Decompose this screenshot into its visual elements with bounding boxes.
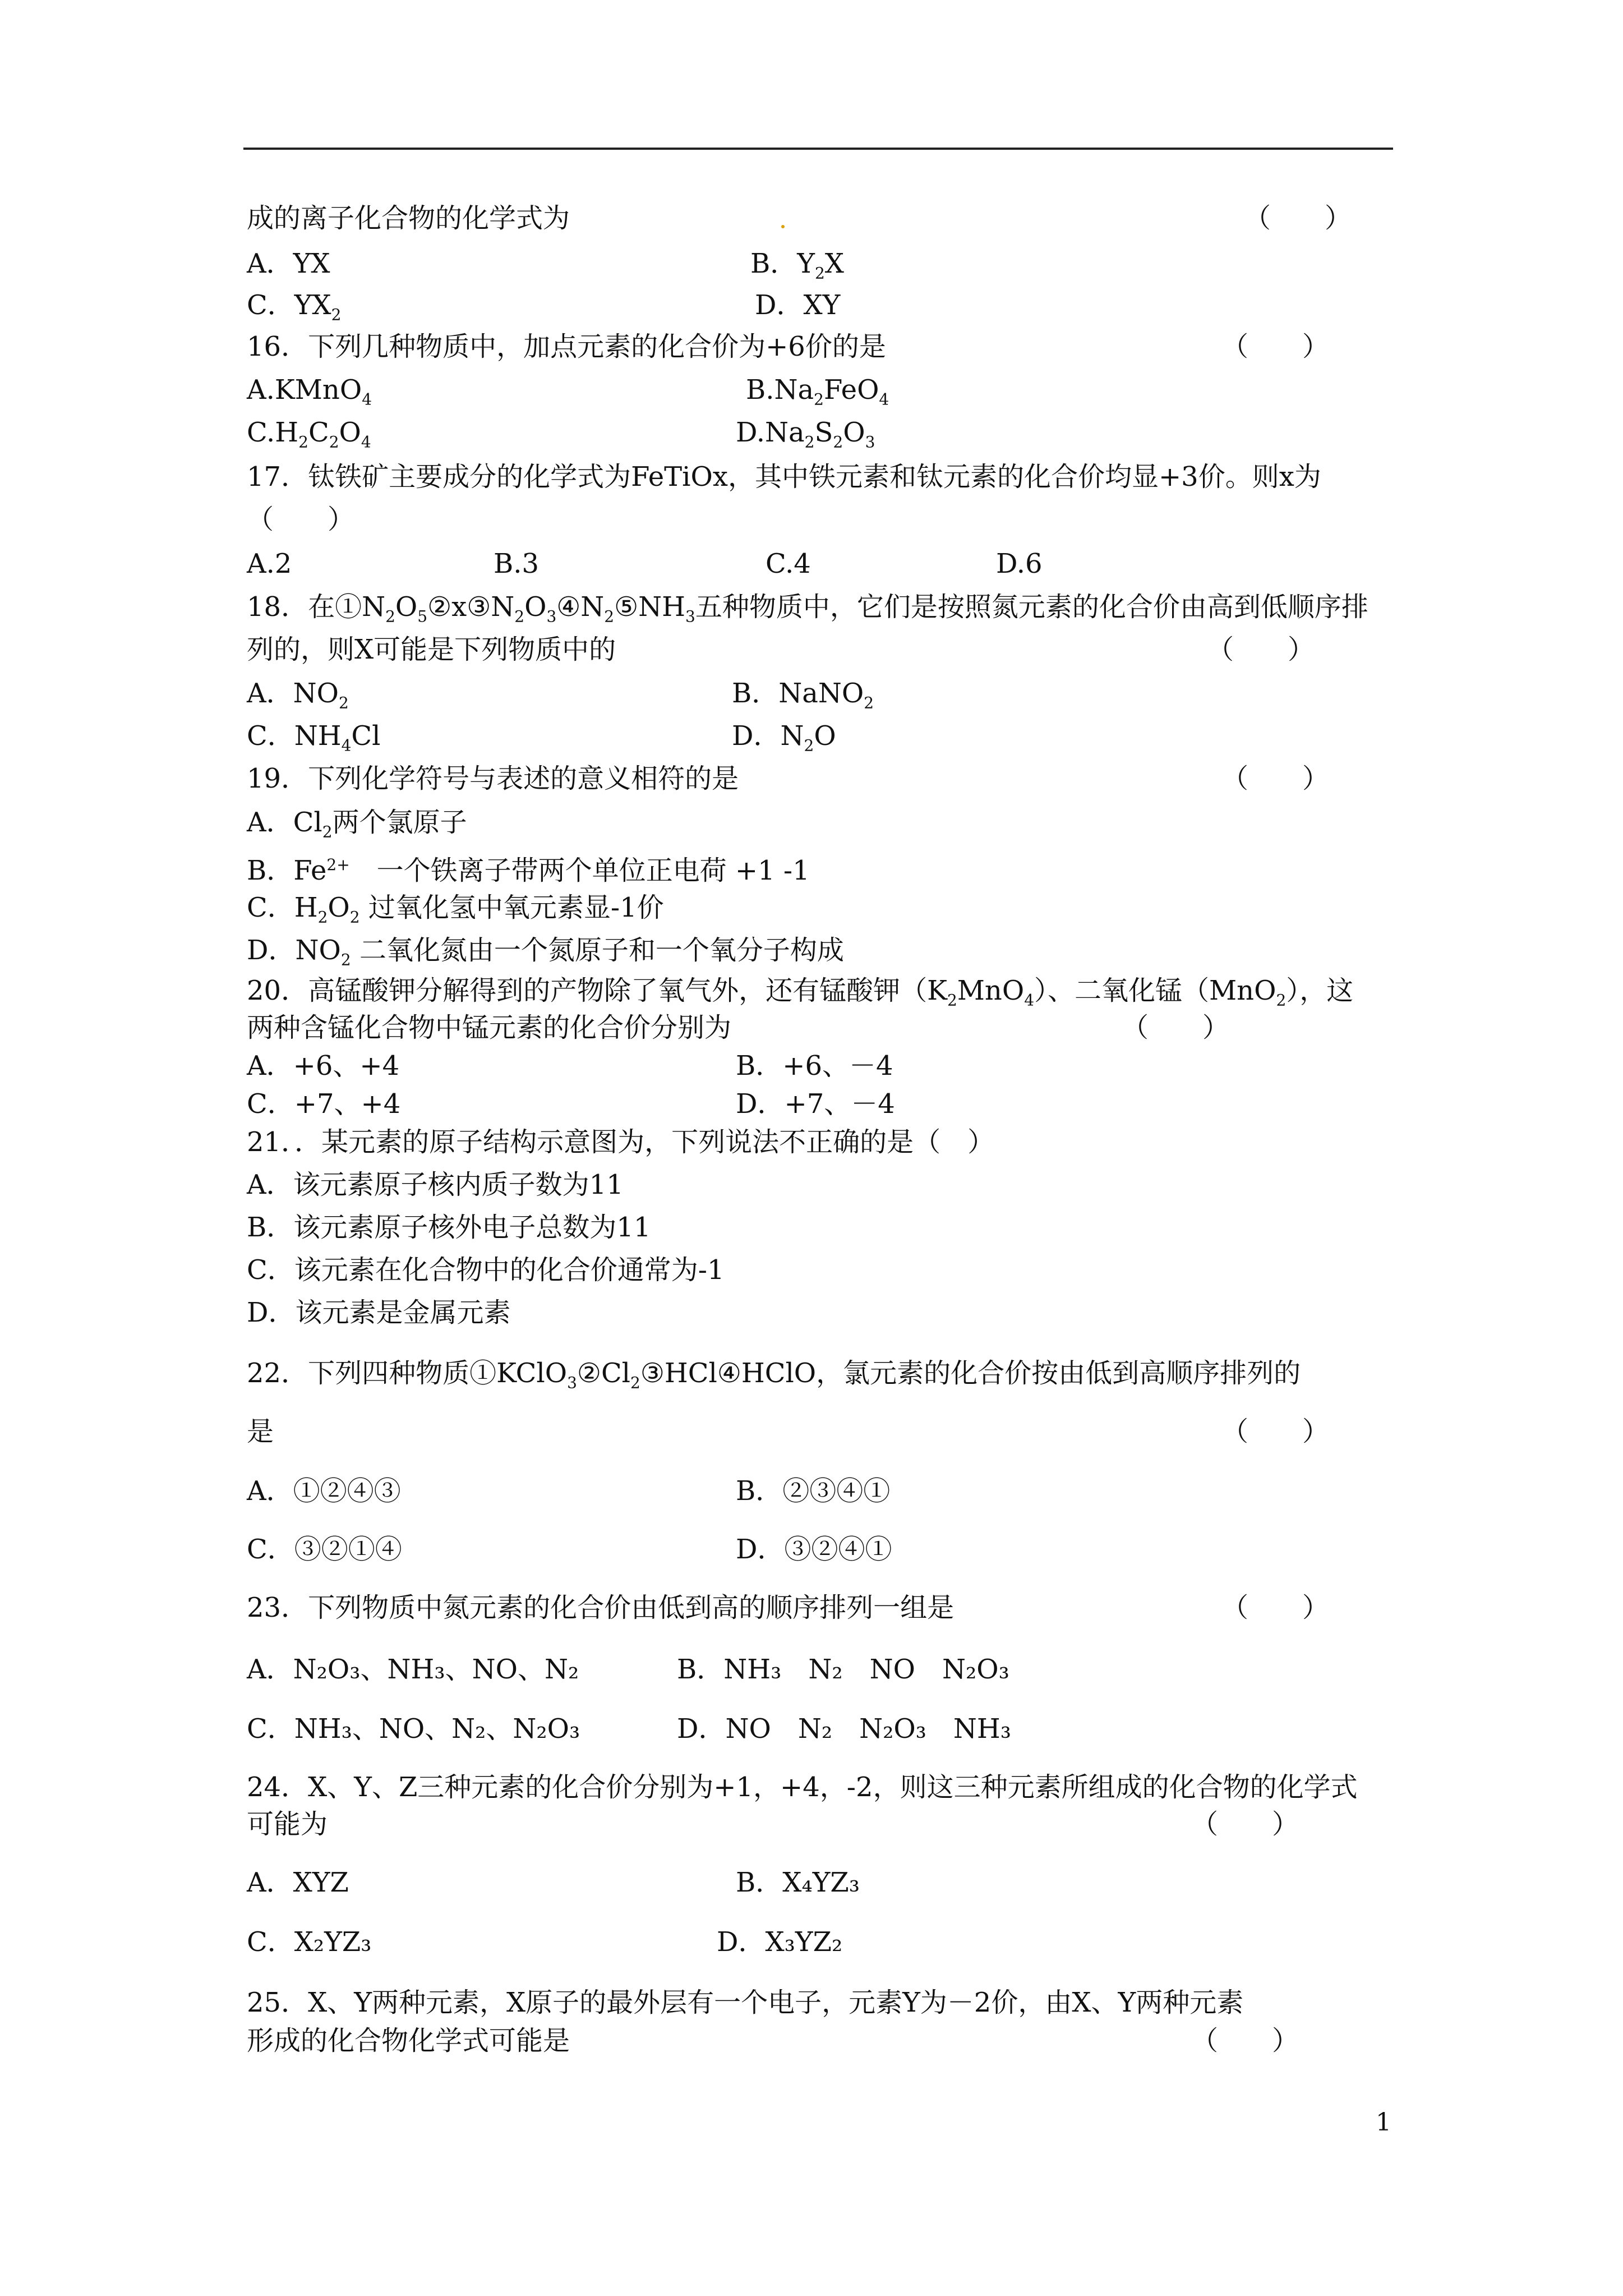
q21-option-a: A．该元素原子核内质子数为11 bbox=[247, 1169, 624, 1200]
q24-stem: 24．X、Y、Z三种元素的化合价分别为+1，+4，-2，则这三种元素所组成的化合物的化学式 bbox=[247, 1772, 1358, 1803]
q17-answer-blank: （ ） bbox=[247, 504, 355, 535]
q23-answer-blank: （ ） bbox=[1221, 1592, 1330, 1623]
header-rule bbox=[243, 148, 1393, 150]
q19-answer-blank: （ ） bbox=[1221, 763, 1330, 794]
page-number: 1 bbox=[1376, 2108, 1391, 2137]
q20-stem: 20．高锰酸钾分解得到的产物除了氧气外，还有锰酸钾$(K_2MnO_4)$、二氧化锰（MnO$_2$），这 bbox=[247, 975, 1354, 1010]
q20-stem-line2: 两种含锰化合物中锰元素的化合价分别为 bbox=[247, 1012, 732, 1043]
q19-stem: 19．下列化学符号与表述的意义相符的是 bbox=[247, 763, 739, 794]
q19-option-c: C．$H_2O_2$ 过氧化氢中氧元素显-1价 bbox=[247, 892, 664, 927]
q17-option-a: A.2 bbox=[247, 548, 292, 579]
q18-option-a: A．$NO_2$ bbox=[247, 678, 349, 712]
orange-dot-mark bbox=[781, 225, 785, 228]
q17-stem: 17．钛铁矿主要成分的化学式为FeTiOx，其中铁元素和钛元素的化合价均显+3价。则x为 bbox=[247, 461, 1321, 493]
q18-stem: 18．在$①N_2O_5②x③N_2O_3④N_2⑤NH_3$五种物质中，它们是按照氮元素的化合价由高到低顺序排 bbox=[247, 591, 1368, 626]
q15-stem-tail: 成的离子化合物的化学式为 bbox=[247, 203, 570, 234]
q23-stem: 23．下列物质中氮元素的化合价由低到高的顺序排列一组是 bbox=[247, 1592, 955, 1623]
q21-option-b: B．该元素原子核外电子总数为11 bbox=[247, 1212, 651, 1243]
q19-option-d: D．$NO_2$ 二氧化氮由一个氮原子和一个氧分子构成 bbox=[247, 935, 844, 969]
q24-option-a: A．XYZ bbox=[247, 1867, 349, 1898]
q18-option-c: C．$NH_4Cl$ bbox=[247, 720, 381, 755]
q19-option-a: A．$Cl_2$两个氯原子 bbox=[247, 807, 467, 841]
q17-option-b: B.3 bbox=[494, 548, 540, 579]
q16-option-a: A.KMnO$_4$ bbox=[247, 374, 372, 409]
q22-answer-blank: （ ） bbox=[1221, 1416, 1330, 1447]
q22-option-d: D．③②④① bbox=[736, 1534, 892, 1565]
q18-stem-line2: 列的，则X可能是下列物质中的 bbox=[247, 634, 616, 665]
q23-option-d: D．NO N₂ N₂O₃ NH₃ bbox=[677, 1713, 1012, 1745]
q21-option-d: D．该元素是金属元素 bbox=[247, 1297, 511, 1328]
q25-answer-blank: （ ） bbox=[1191, 2025, 1299, 2056]
q16-answer-blank: （ ） bbox=[1221, 331, 1330, 362]
q24-stem-line2: 可能为 bbox=[247, 1809, 328, 1840]
q21-option-c: C．该元素在化合物中的化合价通常为-1 bbox=[247, 1254, 725, 1286]
q17-option-d: D.6 bbox=[996, 548, 1043, 579]
q15-answer-blank: （ ） bbox=[1244, 203, 1352, 234]
q16-option-c: $C.H_2C_2O_4$ bbox=[247, 417, 371, 452]
q21-stem: 21．．某元素的原子结构示意图为，下列说法不正确的是（ ） bbox=[247, 1126, 995, 1158]
q18-option-b: B．NaNO$_2$ bbox=[732, 678, 874, 712]
q23-option-c: C．NH₃、NO、N₂、N₂O₃ bbox=[247, 1713, 580, 1745]
q20-option-d: D．+7、－4 bbox=[736, 1088, 895, 1120]
q16-option-d: $D.Na_2S_2O_3$ bbox=[736, 417, 875, 452]
q24-answer-blank: （ ） bbox=[1191, 1809, 1299, 1840]
q16-stem: 16．下列几种物质中，加点元素的化合价为+6价的是 bbox=[247, 331, 886, 362]
q22-option-a: A．①②④③ bbox=[247, 1475, 401, 1507]
q20-option-c: C．+7、+4 bbox=[247, 1088, 401, 1120]
q23-option-a: A．N₂O₃、NH₃、NO、N₂ bbox=[247, 1654, 579, 1685]
q22-option-b: B．②③④① bbox=[736, 1475, 891, 1507]
q20-option-b: B．+6、－4 bbox=[736, 1050, 893, 1082]
q17-option-c: C.4 bbox=[766, 548, 811, 579]
q18-answer-blank: （ ） bbox=[1207, 634, 1315, 665]
q20-option-a: A．+6、+4 bbox=[247, 1050, 400, 1082]
q25-stem-line2: 形成的化合物化学式可能是 bbox=[247, 2025, 570, 2056]
q20-answer-blank: （ ） bbox=[1122, 1012, 1230, 1043]
q16-option-b: $B.Na_2FeO_4$ bbox=[746, 374, 889, 409]
q15-option-d: D．XY bbox=[755, 289, 841, 321]
q15-option-a: A．YX bbox=[247, 248, 330, 279]
q18-option-d: D．$N_2O$ bbox=[732, 720, 836, 755]
q19-option-b: B．$Fe^{2+}$ 一个铁离子带两个单位正电荷 +1 -1 bbox=[247, 855, 810, 886]
q24-option-c: C．X₂YZ₃ bbox=[247, 1926, 372, 1958]
q15-option-b: B．$Y_2X$ bbox=[750, 248, 844, 283]
q24-option-b: B．X₄YZ₃ bbox=[736, 1867, 860, 1898]
q15-option-c: C．$YX_2$ bbox=[247, 289, 342, 324]
q25-stem: 25．X、Y两种元素，X原子的最外层有一个电子，元素Y为－2价，由X、Y两种元素 bbox=[247, 1987, 1244, 2018]
q22-stem: 22．下列四种物质$①KClO_3②Cl_2③HCl④HClO$，氯元素的化合价按由低到高顺序排列的 bbox=[247, 1358, 1301, 1392]
q22-option-c: C．③②①④ bbox=[247, 1534, 402, 1565]
q23-option-b: B．NH₃ N₂ NO N₂O₃ bbox=[677, 1654, 1009, 1685]
q24-option-d: D．X₃YZ₂ bbox=[717, 1926, 843, 1958]
q22-stem-line2: 是 bbox=[247, 1416, 274, 1447]
